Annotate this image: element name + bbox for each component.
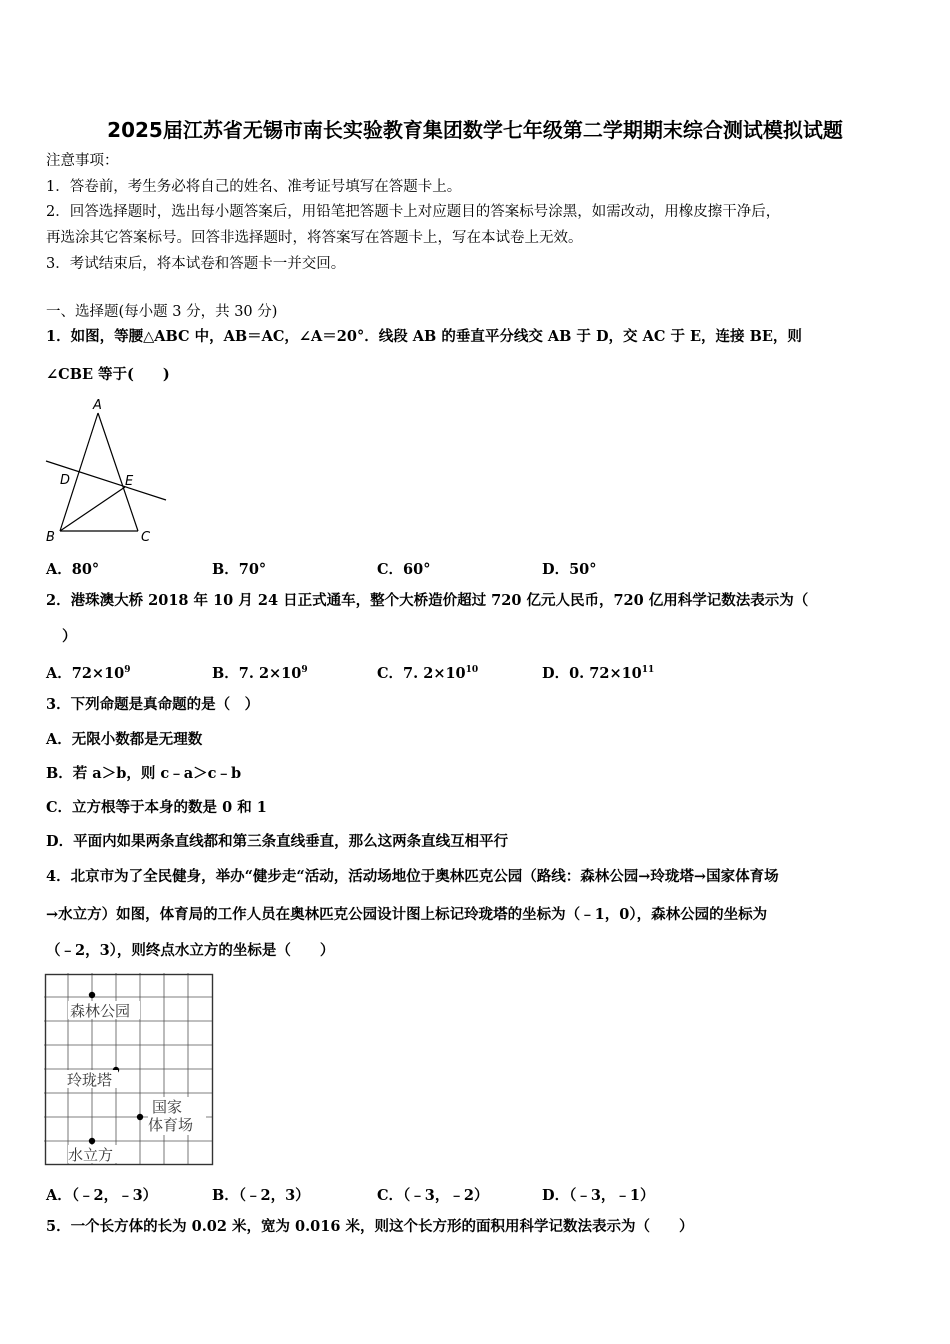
note-1: 1．答卷前，考生务必将自己的姓名、准考证号填写在答题卡上。	[46, 179, 462, 195]
q1-option-a: A．80°	[46, 561, 100, 578]
q2-option-c: C．7. $2\times 10^{10}$	[377, 665, 479, 682]
label-forest-park: 森林公园	[70, 1002, 131, 1020]
notes-heading: 注意事项：	[46, 153, 119, 169]
label-water-cube: 水立方	[68, 1146, 114, 1164]
label-b: B	[46, 530, 55, 545]
segment-ac	[98, 413, 138, 531]
page-title: 2025届江苏省无锡市南长实验教育集团数学七年级第二学期期末综合测试模拟试题	[107, 118, 843, 142]
q4-option-d: D．（﹣3，﹣1）	[542, 1187, 655, 1204]
label-stadium-1: 国家	[152, 1098, 183, 1116]
q2-option-a: A．$72\times 10^9$	[46, 665, 131, 682]
label-tower: 玲珑塔	[67, 1071, 113, 1089]
q1-line1: 1．如图，等腰△ABC 中，AB＝AC，∠A＝20°．线段 AB 的垂直平分线交 AB 于 D，交 AC 于 E，连接 BE，则	[46, 328, 802, 345]
q1-option-b: B．70°	[212, 561, 267, 578]
q3-option-b: B．若 a＞b，则 c﹣a＞c﹣b	[46, 765, 242, 782]
segment-be	[60, 487, 125, 531]
q2-option-d: D．0. $72\times 10^{11}$	[542, 665, 655, 682]
q5-line1: 5．一个长方体的长为 0.02 米，宽为 0.016 米，则这个长方形的面积用科学记数法表示为（ ）	[46, 1218, 694, 1235]
q1-line2: ∠CBE 等于( )	[46, 366, 170, 383]
q3-line1: 3．下列命题是真命题的是（ ）	[46, 696, 260, 713]
q4-park-map	[44, 973, 216, 1167]
point-stadium	[137, 1114, 143, 1120]
label-e: E	[125, 474, 134, 489]
point-forest-park	[89, 992, 95, 998]
label-d: D	[60, 473, 71, 488]
q3-option-d: D．平面内如果两条直线都和第三条直线垂直，那么这两条直线互相平行	[46, 833, 509, 850]
q2-line1: 2．港珠澳大桥 2018 年 10 月 24 日正式通车，整个大桥造价超过 720 亿元人民币，720 亿用科学记数法表示为（	[46, 592, 809, 609]
q2-option-b: B．7. $2\times 10^9$	[212, 665, 308, 682]
q1-triangle-figure	[40, 393, 172, 545]
q4-line3: （﹣2，3），则终点水立方的坐标是（ ）	[46, 942, 335, 959]
label-c: C	[141, 530, 151, 545]
q2-line2: ）	[62, 628, 77, 645]
section-heading: 一、选择题(每小题 3 分，共 30 分)	[46, 304, 278, 320]
q4-line1: 4．北京市为了全民健身，举办“健步走“活动，活动场地位于奥林匹克公园（路线：森林公园→玲珑塔→国家体育场	[46, 868, 779, 885]
q4-option-c: C．（﹣3，﹣2）	[377, 1187, 489, 1204]
q1-option-d: D．50°	[542, 561, 597, 578]
note-2b: 再选涂其它答案标号。回答非选择题时，将答案写在答题卡上，写在本试卷上无效。	[46, 230, 583, 246]
q4-option-a: A．（﹣2，﹣3）	[46, 1187, 158, 1204]
label-stadium-2: 体育场	[148, 1116, 194, 1134]
point-water-cube	[89, 1138, 95, 1144]
q1-option-c: C．60°	[377, 561, 431, 578]
q3-option-c: C．立方根等于本身的数是 0 和 1	[46, 799, 267, 816]
q3-option-a: A．无限小数都是无理数	[46, 731, 203, 748]
note-3: 3．考试结束后，将本试卷和答题卡一并交回。	[46, 256, 346, 272]
note-2a: 2．回答选择题时，选出每小题答案后，用铅笔把答题卡上对应题目的答案标号涂黑，如需改动，用橡皮擦干净后，	[46, 204, 781, 220]
q4-option-b: B．（﹣2，3）	[212, 1187, 310, 1204]
label-a: A	[93, 398, 102, 413]
q4-line2: →水立方）如图，体育局的工作人员在奥林匹克公园设计图上标记玲珑塔的坐标为（﹣1，0），森林公园的坐标为	[46, 906, 768, 923]
